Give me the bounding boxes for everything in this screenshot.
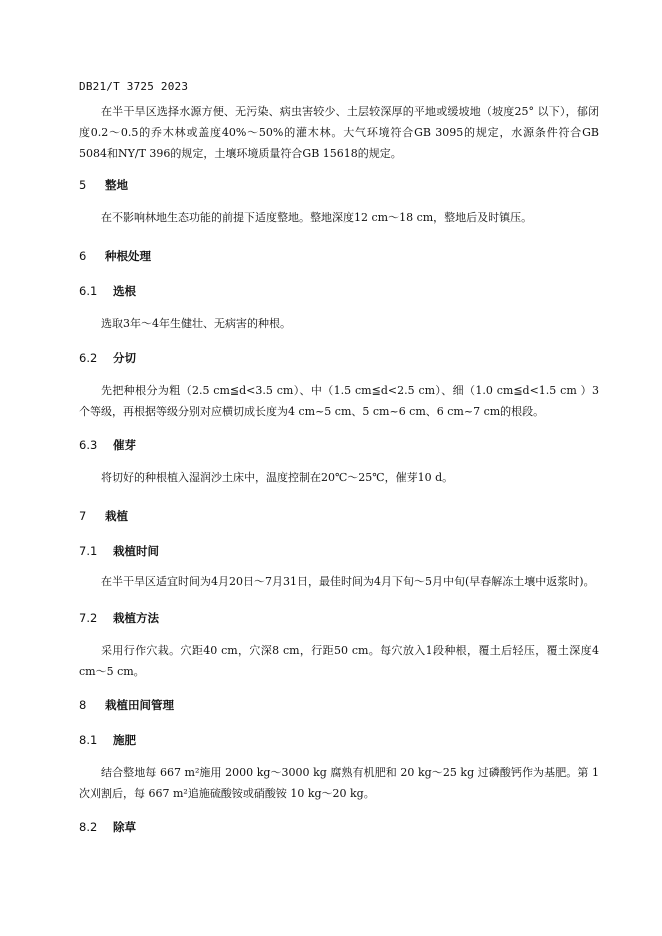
section-title: 除草	[113, 820, 137, 834]
standard-code-header: DB21/T 3725 2023	[79, 80, 189, 93]
section-6-2-heading	[79, 350, 136, 366]
section-8-1-heading	[79, 732, 136, 748]
section-7-2-paragraph: 采用行作穴栽。穴距40 cm，穴深8 cm，行距50 cm。每穴放入1段种根，覆土后轻压，覆土深度4 cm～5 cm。	[79, 644, 599, 678]
section-number: 6	[79, 249, 87, 263]
section-7-1-paragraph: 在半干旱区适宜时间为4月20日～7月31日，最佳时间为4月下旬～5月中旬(早春解冻土壤中返浆时)。	[101, 575, 595, 588]
section-title: 栽植方法	[113, 611, 160, 625]
section-6-1-paragraph: 选取3年～4年生健壮、无病害的种根。	[101, 317, 291, 330]
section-6-2-paragraph: 先把种根分为粗（2.5 cm≦d<3.5 cm）、中（1.5 cm≦d<2.5 cm）、细（1.0 cm≦d<1.5 cm ）3个等级，再根据等级分别对应横切成长度为4 cm~5 cm、5 cm~6 cm、6 cm~7 cm的根段。	[79, 384, 599, 418]
section-8-2-heading	[79, 819, 136, 835]
section-title: 整地	[105, 178, 129, 192]
section-number: 5	[79, 178, 87, 192]
section-number: 6.1	[79, 284, 98, 298]
section-number: 7	[79, 509, 87, 523]
section-number: 6.2	[79, 351, 98, 365]
section-7-heading	[79, 508, 128, 524]
site-selection-paragraph: 在半干旱区选择水源方便、无污染、病虫害较少、土层较深厚的平地或缓坡地（坡度25° 以下），郁闭度0.2～0.5的乔木林或盖度40%～50%的灌木林。大气环境符合GB 3095的规定，水源条件符合GB 5084和NY/T 396的规定，土壤环境质量符合GB 15618的规定。	[79, 105, 599, 160]
section-title: 催芽	[113, 438, 137, 452]
section-number: 7.2	[79, 611, 98, 625]
section-title: 栽植时间	[113, 544, 160, 558]
section-5-paragraph: 在不影响林地生态功能的前提下适度整地。整地深度12 cm～18 cm，整地后及时镇压。	[101, 211, 533, 224]
section-number: 7.1	[79, 544, 98, 558]
section-7-2-heading	[79, 610, 159, 626]
section-title: 选根	[113, 284, 137, 298]
section-8-heading	[79, 697, 174, 713]
section-number: 8	[79, 698, 87, 712]
section-5-heading	[79, 177, 128, 193]
section-title: 种根处理	[105, 249, 152, 263]
section-6-3-paragraph: 将切好的种根植入湿润沙土床中，温度控制在20℃～25℃，催芽10 d。	[101, 471, 454, 484]
section-number: 6.3	[79, 438, 98, 452]
section-title: 施肥	[113, 733, 137, 747]
section-title: 栽植田间管理	[105, 698, 175, 712]
section-title: 分切	[113, 351, 137, 365]
section-6-heading	[79, 248, 151, 264]
section-6-3-heading	[79, 437, 136, 453]
section-6-1-heading	[79, 283, 136, 299]
section-number: 8.2	[79, 820, 98, 834]
section-number: 8.1	[79, 733, 98, 747]
section-7-1-heading	[79, 543, 159, 559]
section-title: 栽植	[105, 509, 129, 523]
section-8-1-paragraph: 结合整地每 667 m²施用 2000 kg～3000 kg 腐熟有机肥和 20 kg～25 kg 过磷酸钙作为基肥。第 1 次刈割后，每 667 m²追施硫酸铵或硝酸铵 10 kg～20 kg。	[79, 766, 599, 800]
